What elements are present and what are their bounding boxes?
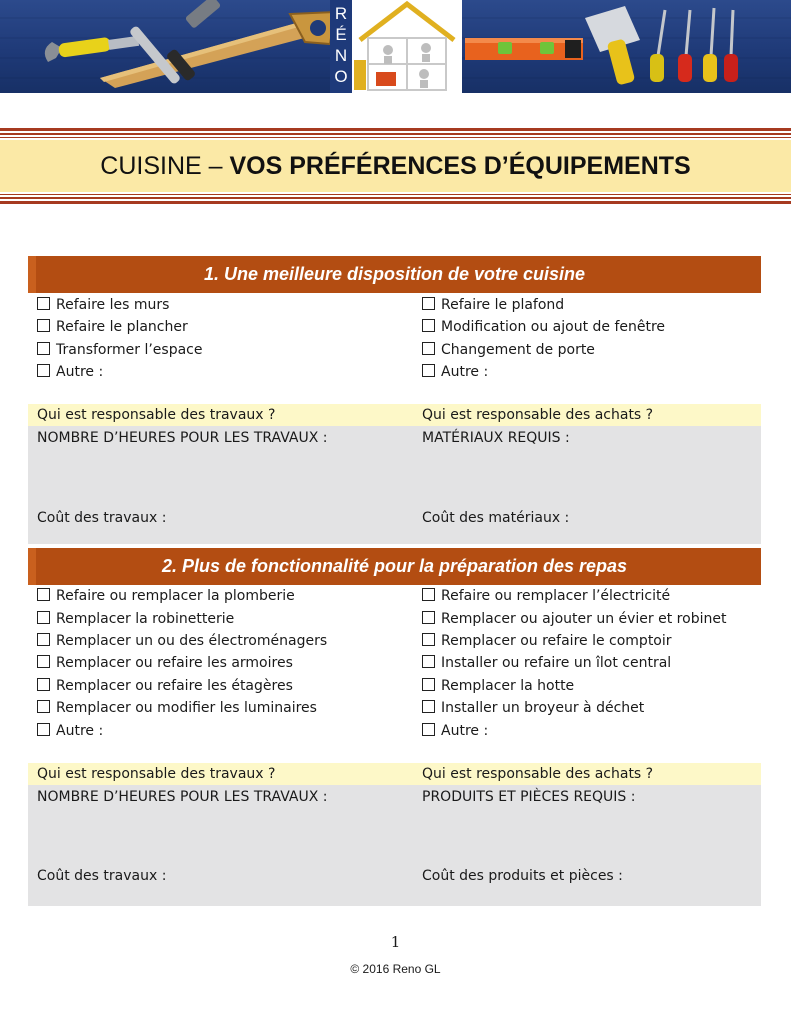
divider — [0, 133, 791, 135]
option-label: Refaire le plancher — [56, 319, 188, 335]
copyright: © 2016 Reno GL — [350, 962, 441, 976]
checkbox-option[interactable] — [37, 340, 202, 360]
title-band — [0, 128, 791, 204]
checkbox-option[interactable] — [37, 676, 293, 696]
checkbox-option[interactable] — [37, 362, 103, 382]
option-label: Refaire les murs — [56, 297, 170, 313]
divider — [0, 194, 791, 195]
checkbox-option[interactable] — [37, 317, 188, 337]
logo-letters — [330, 0, 352, 93]
section-2-header — [28, 548, 761, 585]
page-title-regular: CUISINE – — [100, 152, 230, 180]
option-label: Autre : — [441, 364, 489, 380]
checkbox-icon[interactable] — [37, 655, 50, 668]
logo — [330, 0, 462, 93]
checkbox-option[interactable] — [37, 653, 293, 673]
divider — [0, 128, 791, 131]
checkbox-icon[interactable] — [422, 655, 435, 668]
option-label: Remplacer la hotte — [441, 678, 575, 694]
screwdrivers-icon — [650, 8, 738, 82]
parts-label: PRODUITS ET PIÈCES REQUIS : — [422, 789, 636, 805]
materials-cost-label: Coût des matériaux : — [422, 510, 570, 526]
option-label: Changement de porte — [441, 342, 595, 358]
checkbox-option[interactable] — [422, 362, 488, 382]
purchases-responsible-label: Qui est responsable des achats ? — [422, 407, 654, 423]
option-label: Installer ou refaire un îlot central — [441, 655, 672, 671]
checkbox-option[interactable] — [422, 295, 564, 315]
option-label: Remplacer ou ajouter un évier et robinet — [441, 611, 727, 627]
checkbox-icon[interactable] — [37, 364, 50, 377]
divider — [0, 197, 791, 199]
option-label: Autre : — [56, 723, 104, 739]
checkbox-icon[interactable] — [37, 723, 50, 736]
hours-label: NOMBRE D’HEURES POUR LES TRAVAUX : — [37, 789, 328, 805]
option-label: Remplacer ou refaire le comptoir — [441, 633, 672, 649]
checkbox-icon[interactable] — [422, 678, 435, 691]
option-label: Transformer l’espace — [56, 342, 203, 358]
checkbox-option[interactable] — [422, 609, 726, 629]
page-number: 1 — [390, 933, 401, 951]
checkbox-icon[interactable] — [37, 342, 50, 355]
parts-cost-label: Coût des produits et pièces : — [422, 868, 623, 884]
checkbox-option[interactable] — [422, 317, 665, 337]
house-logo-icon — [352, 0, 462, 93]
checkbox-option[interactable] — [37, 721, 103, 741]
checkbox-icon[interactable] — [422, 364, 435, 377]
section-1-header — [28, 256, 761, 293]
checkbox-icon[interactable] — [422, 611, 435, 624]
header-banner — [0, 0, 791, 93]
responsible-row — [28, 404, 761, 426]
section-1-title: 1. Une meilleure disposition de votre cuisine — [203, 264, 586, 284]
checkbox-icon[interactable] — [422, 319, 435, 332]
checkbox-option[interactable] — [422, 653, 671, 673]
option-label: Remplacer ou modifier les luminaires — [56, 700, 317, 716]
checkbox-option[interactable] — [422, 721, 488, 741]
option-label: Remplacer un ou des électroménagers — [56, 633, 328, 649]
checkbox-option[interactable] — [37, 295, 169, 315]
checkbox-option[interactable] — [37, 631, 327, 651]
section-2-title: 2. Plus de fonctionnalité pour la préparation des repas — [161, 556, 628, 576]
checkbox-icon[interactable] — [422, 297, 435, 310]
option-label: Remplacer la robinetterie — [56, 611, 235, 627]
option-label: Refaire ou remplacer l’électricité — [441, 588, 671, 604]
checkbox-option[interactable] — [37, 586, 295, 606]
checkbox-option[interactable] — [422, 676, 574, 696]
option-label: Autre : — [441, 723, 489, 739]
hours-label: NOMBRE D’HEURES POUR LES TRAVAUX : — [37, 430, 328, 446]
option-label: Refaire le plafond — [441, 297, 565, 313]
option-label: Remplacer ou refaire les armoires — [56, 655, 293, 671]
checkbox-icon[interactable] — [37, 297, 50, 310]
logo-letter: N — [334, 46, 348, 65]
checkbox-icon[interactable] — [422, 342, 435, 355]
checkbox-option[interactable] — [422, 631, 672, 651]
work-cost-label: Coût des travaux : — [37, 510, 167, 526]
option-label: Refaire ou remplacer la plomberie — [56, 588, 295, 604]
checkbox-icon[interactable] — [37, 611, 50, 624]
page-title-bold: VOS PRÉFÉRENCES D’ÉQUIPEMENTS — [229, 152, 691, 180]
checkbox-option[interactable] — [37, 698, 317, 718]
checkbox-icon[interactable] — [422, 588, 435, 601]
logo-letter: O — [334, 67, 348, 86]
responsible-row — [28, 763, 761, 785]
divider — [0, 201, 791, 204]
works-responsible-label: Qui est responsable des travaux ? — [37, 766, 276, 782]
work-details-area[interactable] — [28, 426, 761, 544]
checkbox-icon[interactable] — [37, 319, 50, 332]
works-responsible-label: Qui est responsable des travaux ? — [37, 407, 276, 423]
checkbox-option[interactable] — [422, 698, 644, 718]
checkbox-icon[interactable] — [422, 633, 435, 646]
option-label: Installer un broyeur à déchet — [441, 700, 645, 716]
logo-letter: É — [335, 25, 347, 44]
option-label: Remplacer ou refaire les étagères — [56, 678, 293, 694]
checkbox-icon[interactable] — [422, 700, 435, 713]
checkbox-icon[interactable] — [37, 588, 50, 601]
checkbox-icon[interactable] — [37, 633, 50, 646]
page-title — [0, 140, 791, 192]
option-label: Modification ou ajout de fenêtre — [441, 319, 666, 335]
checkbox-option[interactable] — [37, 609, 234, 629]
checkbox-option[interactable] — [422, 586, 670, 606]
purchases-responsible-label: Qui est responsable des achats ? — [422, 766, 654, 782]
logo-letter: R — [334, 4, 348, 23]
divider — [0, 137, 791, 138]
checkbox-option[interactable] — [422, 340, 595, 360]
materials-label: MATÉRIAUX REQUIS : — [422, 430, 570, 446]
checkbox-icon[interactable] — [422, 723, 435, 736]
level-icon — [465, 38, 583, 60]
work-details-area[interactable] — [28, 785, 761, 906]
saw-icon — [100, 12, 335, 88]
work-cost-label: Coût des travaux : — [37, 868, 167, 884]
checkbox-icon[interactable] — [37, 678, 50, 691]
checkbox-icon[interactable] — [37, 700, 50, 713]
option-label: Autre : — [56, 364, 104, 380]
